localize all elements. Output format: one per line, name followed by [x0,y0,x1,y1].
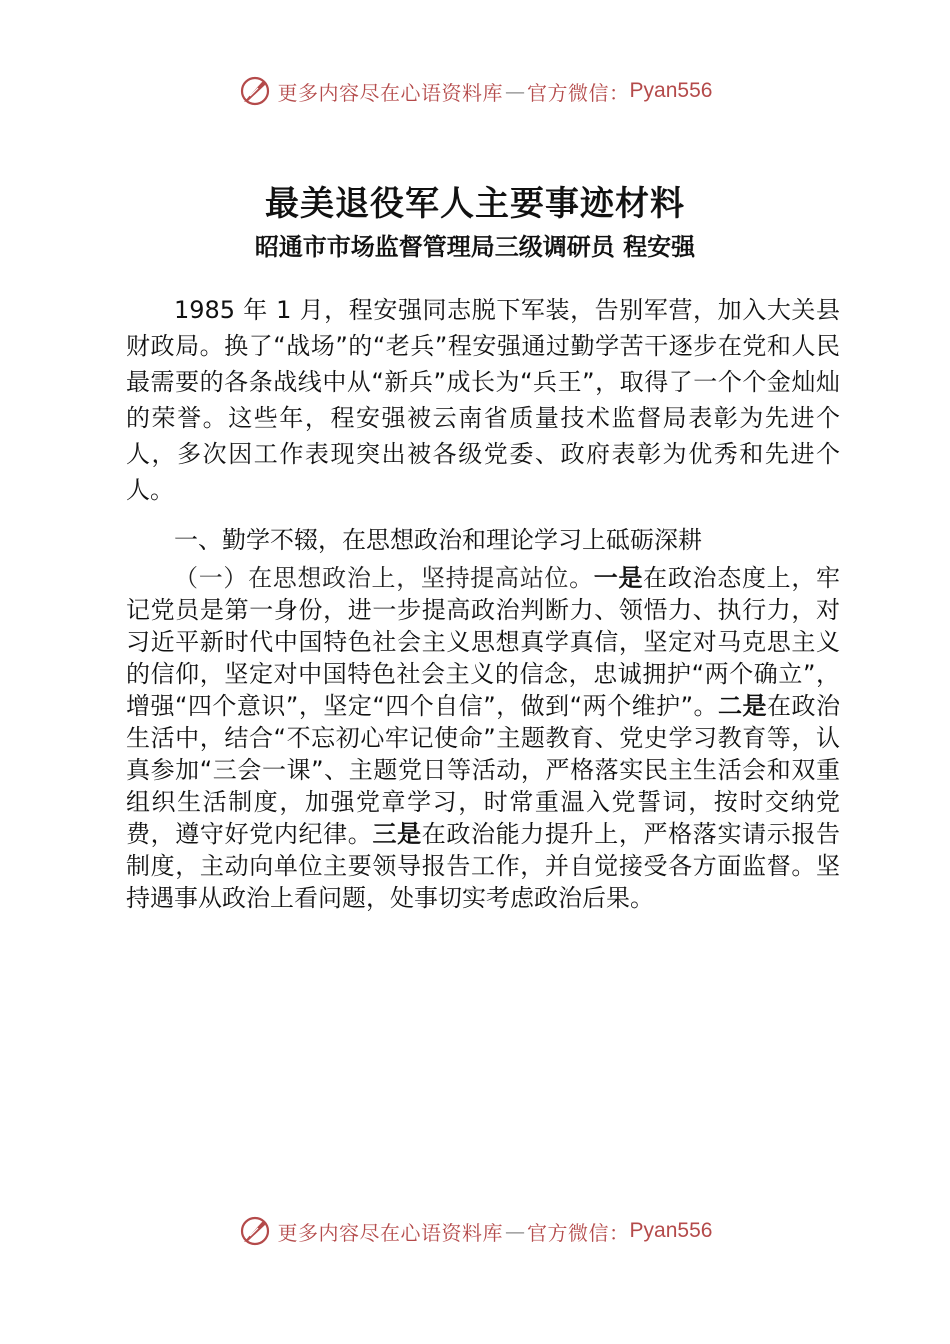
watermark-separator: — [505,79,526,103]
watermark-separator: — [505,1219,526,1243]
watermark-wechat-id: Pyan556 [629,1219,713,1242]
watermark-wechat-label: 官方微信： [527,80,630,105]
watermark-header [0,74,950,108]
point-2-text: 在政治生活中，结合“不忘初心牢记使命”主题教育、党史学习教育等，认真参加“三会一课”、主题党日等活动，严格落实民主生活会和双重组织生活制度，加强党章学习，时常重温入党誓词，按时交纳党费，遵守好党内纪律。 [126,692,841,848]
section-heading: 一、勤学不辍，在思想政治和理论学习上砥砺深耕 [174,526,702,554]
watermark-text: 更多内容尽在心语资料库 [277,80,504,105]
document-body [126,292,840,914]
document-subtitle: 昭通市市场监督管理局三级调研员 程安强 [254,233,696,261]
intro-paragraph: 1985 年 1 月，程安强同志脱下军装，告别军营，加入大关县财政局。换了“战场”的“老兵”程安强通过勤学苦干逐步在党和人民最需要的各条战线中从“新兵”成长为“兵王”，取得了一个个金灿灿的荣誉。这些年，程安强被云南省质量技术监督局表彰为先进个人，多次因工作表现突出被各级党委、政府表彰为优秀和先进个人。 [126,296,840,504]
point-3-text: 在政治能力提升上，严格落实请示报告制度，主动向单位主要领导报告工作，并自觉接受各方面监督。坚持遇事从政治上看问题，处事切实考虑政治后果。 [126,820,841,912]
point-3-label: 三是 [372,820,422,848]
watermark-wechat-id: Pyan556 [629,79,713,102]
subsection-heading: （一）在思想政治上，坚持提高站位。 [174,564,594,592]
document-title: 最美退役军人主要事迹材料 [265,184,685,224]
quill-logo-icon [238,1214,272,1248]
subsection-paragraph [126,562,840,914]
point-1-text: 在政治态度上，牢记党员是第一身份，进一步提高政治判断力、领悟力、执行力，对习近平新时代中国特色社会主义思想真学真信，坚定对马克思主义的信仰，坚定对中国特色社会主义的信念，忠诚拥护“两个确立”，增强“四个意识”，坚定“四个自信”，做到“两个维护”。 [126,564,841,720]
point-1-label: 一是 [593,564,644,592]
watermark-text: 更多内容尽在心语资料库 [277,1220,504,1245]
watermark-footer [0,1214,950,1248]
watermark-wechat-label: 官方微信： [527,1220,630,1245]
point-2-label: 二是 [718,692,768,720]
quill-logo-icon [238,74,272,108]
